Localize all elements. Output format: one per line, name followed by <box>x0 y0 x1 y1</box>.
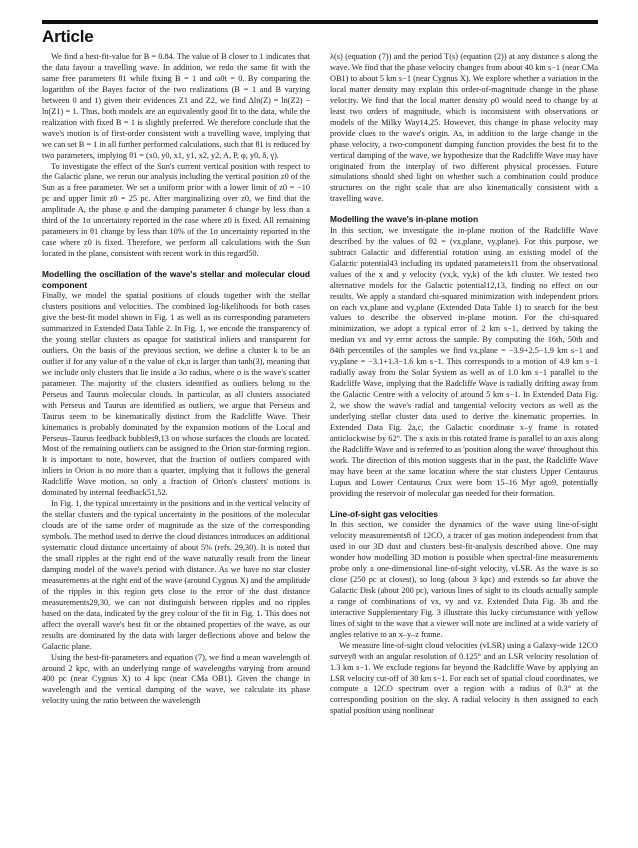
paragraph: Finally, we model the spatial positions of clouds together with the stellar clusters positions and velocities. The combined log-likelihoods for both cases give the best-fit model shown in Fig. 1 as well as its corresponding parameters summarized in Extended Data Table 2. In Fig. 1, we encode the transparency of the young stellar clusters as opaque for statistical inliers and transparent for outliers. On the basis of the previous section, we define a cluster k to be an outlier if for any value of n the value of ck,n is larger than tanh(3), meaning that we include only clusters that lie inside a 3σ radius, where σ is the wave's scatter parameter. The majority of the clusters identified as outliers belong to the Perseus and Taurus molecular clouds. In particular, as all clusters associated with Perseus and Taurus are identified as outliers, we argue that Perseus and Taurus seem to be kinematically distinct from the Radcliffe Wave. Their kinematics is probably dominated by the expansion motions of the Local and Perseus–Taurus feedback bubbles9,13 on whose surfaces the clouds are located. Most of the remaining outliers can be assigned to the Orion star-forming region. It is important to note, however, that the fraction of outliers compared with inliers in Orion is no more than a quarter, implying that it follows the general Radcliffe Wave motion, so only a fraction of Orion's clusters' motions is dominated by internal feedback51,52. <box>42 291 310 498</box>
section-heading: Line-of-sight gas velocities <box>330 508 438 519</box>
right-column <box>330 52 598 717</box>
section-heading: Modelling the wave's in-plane motion <box>330 214 479 225</box>
paragraph: In Fig. 1, the typical uncertainty in the positions and in the vertical velocity of the stellar clusters and the typical uncertainty in the positions of the molecular clouds are of the same order of magnitude as the size of the corresponding symbols. The method used to derive the cloud distances introduces an additional systematic cloud distance uncertainty of about 5% (refs. 29,30). It is noted that the small ripples at the right end of the wave naturally result from the linear damping model of the wave's period with distance. As we have no star cluster measurements at the right end of the wave (around Cygnus X) and the amplitude of the ripples in this region gets close to the error of the dust distance measurements29,30, we can not distinguish between ripples and no ripples based on the data, indicated by the grey colour of the fit in Fig. 1. This does not affect the overall wave's best fit or the obtained properties of the wave, as our results are dominated by the data with larger deflections above and below the Galactic plane. <box>42 499 310 651</box>
header-rule <box>42 20 598 24</box>
paragraph: To investigate the effect of the Sun's current vertical position with respect to the Galactic plane, we rerun our analysis including the vertical position z0 of the Sun as a free parameter. We set a uniform prior with a lower limit of z0 = −10 pc and upper limit z0 = 25 pc. After marginalizing over z0, we find that the amplitude A, the phase φ and the damping parameter δ change by less than a third of the 1σ uncertainty reported in the case where z0 is fixed. All remaining parameters in θ1 change by less than 10% of the 1σ uncertainty reported in the case where z0 is fixed. Therefore, we perform all calculations with the Sun located in the plane, consistent with recent work in this regard50. <box>42 161 310 259</box>
section-heading: Modelling the oscillation of the wave's stellar and molecular cloud component <box>42 269 310 290</box>
paragraph: In this section, we consider the dynamics of the wave using line-of-sight velocity measurements8 of 12CO, a tracer of gas motion independent from that used in our 3D dust and clusters best-fit-analysis described above. One may wonder how modelling 3D motion is possible when spectral-line measurements probe only a one-dimensional line-of-sight velocity, vLSR. As the wave is so close (250 pc at closest), so long (about 3 kpc) and extends so far above the Galactic Disk (about 200 pc), various lines of sight to its clouds actually sample a range of combinations of vx, vy and vz. Extended Data Fig. 3b and the interactive Supplementary Fig. 3 illustrate this lucky circumstance with yellow lines of sight to the wave that a viewer will note are inclined at a wide variety of angles relative to an x–y–z frame. <box>330 520 598 639</box>
paragraph: Using the best-fit-parameters and equation (7), we find a mean wavelength of around 2 kpc, with an underlying range of wavelengths varying from around 400 pc (near Cygnus X) to 4 kpc (near CMa OB1). Given the change in wavelength and the vertical damping of the wave, we calculate its phase velocity using the ratio between the wavelength <box>42 652 310 706</box>
paragraph: We find a best-fit-value for B = 0.84. The value of B closer to 1 indicates that the data favour a travelling wave. In addition, we redo the same fit with the same free parameters θ1 while fixing B = 1 and ω0t = 0. By comparing the logarithm of the Bayes factor of the two realizations (B = 1 and B varying between 0 and 1) given their evidences Z1 and Z2, we find Δln(Z) = ln(Z2) − ln(Z1) = 1. Thus, both models are an equivalently good fit to the data, while the realization with fixed B = 1 is slightly preferred. We therefore conclude that the wave's motion is of first-order consistent with a travelling wave, implying that we can set B = 1 in all further performed calculations, such that θ1 is reduced by two parameters, implying θ1 = (x0, y0, x1, y1, x2, y2, A, P, φ, y0, δ, γ). <box>42 52 310 160</box>
left-column <box>42 52 310 707</box>
paragraph: In this section, we investigate the in-plane motion of the Radcliffe Wave described by the values of θ2 = (vx,plane, vy,plane). For this purpose, we subtract Galactic and differential rotation using an existing model of the Galactic potential43 including its updated parameters11 from the observational values of the x and y velocity (vx,k, vy,k) of the kth cluster. We tested two alternative models for the Galactic potential12,13, finding no effect on our results. We apply a standard chi-squared minimization with independent priors on each vx,plane and vy,plane (Extended Data Table 1) to search for the best values to describe the observed in-plane motion. For the chi-squared minimization, we adopt a typical error of 2 km s−1, derived by taking the median vx and vy error across the sample. By computing the 16th, 50th and 84th percentiles of the samples we find vx,plane = −3.9+2.5−1.9 km s−1 and vy,plane = −3.1+1.3−1.6 km s−1. This corresponds to a motion of 4.9 km s−1 radially away from the Solar System as well as of 1.0 km s−1 parallel to the Radcliffe Wave, implying that the Radcliffe Wave is radially drifting away from the Galactic Centre with a velocity of around 5 km s−1. In Extended Data Fig. 2, we show the wave's radial and tangential velocity vectors as well as the underlying stellar cluster data used to derive the kinematic properties. In Extended Data Fig. 2a,c, the Galactic coordinate x–y frame is rotated anticlockwise by 62°. The x axis in this rotated frame is parallel to an axis along the Radcliffe Wave and is referred to as 'position along the wave' throughout this work. The direction of this motion suggests that in the past, the Radcliffe Wave may have been at the same location where the star clusters Upper Centaurus Lupus and Lower Centaurus Crux were born 15–16 Myr ago9, potentially providing the reservoir of molecular gas needed for their formation. <box>330 225 598 498</box>
section-label: Article <box>42 27 94 46</box>
paragraph: λ(s) (equation (7)) and the period T(s) (equation (2)) at any distance s along the wave. We find that the phase velocity changes from about 40 km s−1 (near CMa OB1) to about 5 km s−1 (near Cygnus X). We explore whether a variation in the local matter density may explain this order-of-magnitude change in the phase velocity. We find that the local matter density ρ0 would need to change by at least two orders of magnitude, which is inconsistent with observations or models of the Milky Way14,25. However, this change in phase velocity may provide clues to the wave's origin. As, in addition to the large change in the phase velocity, a two-component damping function provides the best fit to the vertical damping of the wave, we hypothesize that the Radcliffe Wave may have originated from the interplay of two different physical processes. Future simulations should shed light on whether such a combination could produce structures on the right scale that are also kinematically consistent with a travelling wave. <box>330 52 598 204</box>
paragraph: We measure line-of-sight cloud velocities (vLSR) using a Galaxy-wide 12CO survey8 with an angular resolution of 0.125° and an LSR velocity resolution of 1.3 km s−1. We exclude regions far beyond the Radcliffe Wave by applying an LSR velocity cut-off of 30 km s−1. For each set of spatial cloud coordinates, we compute a 12CO spectrum over a region with a radius of 0.3° at the corresponding position on the sky. A radial velocity is then assigned to each spatial position using nonlinear <box>330 640 598 716</box>
